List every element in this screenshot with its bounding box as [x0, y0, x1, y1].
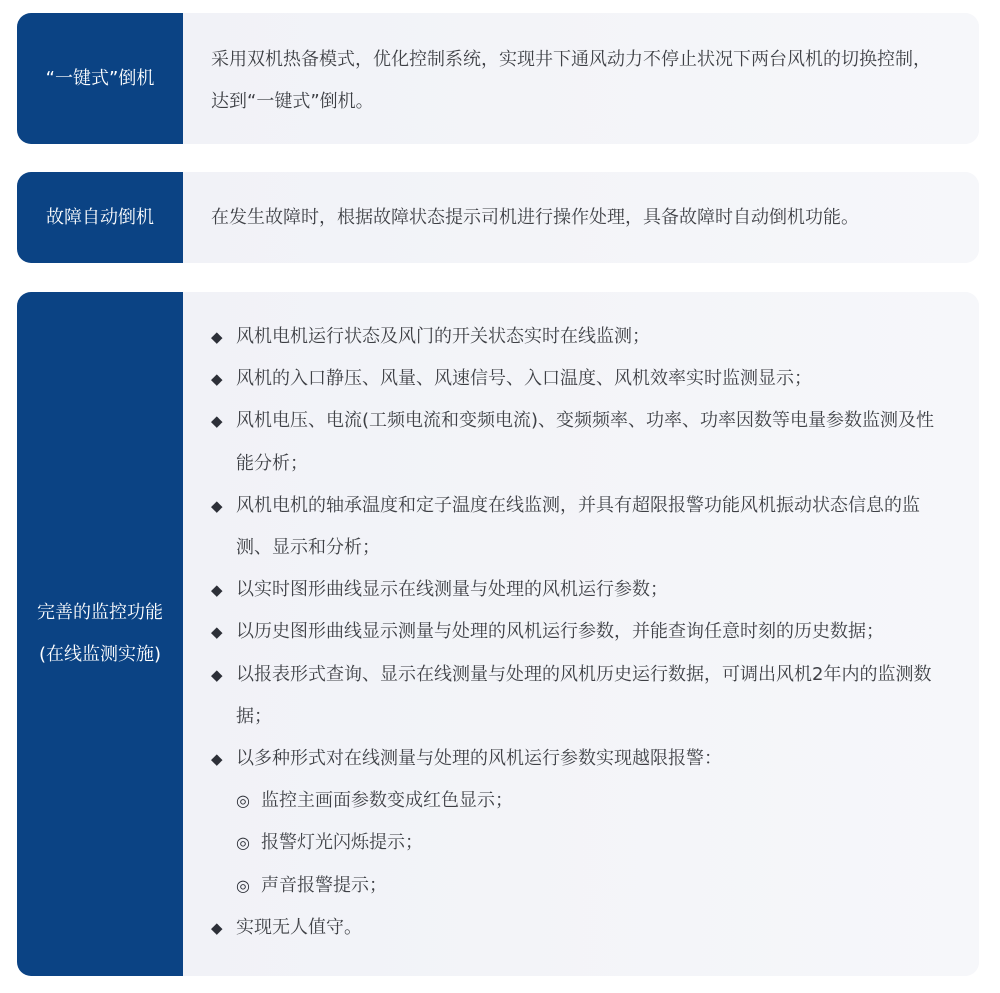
- list-item: [211, 569, 979, 611]
- feature-description-text: 在发生故障时，根据故障状态提示司机进行操作处理，具备故障时自动倒机功能。: [211, 206, 859, 228]
- feature-card-one-key-switch: [17, 13, 979, 144]
- list-item: [211, 316, 979, 358]
- list-item-text: 风机电机运行状态及风门的开关状态实时在线监测；: [236, 326, 650, 347]
- sub-list-item: [211, 822, 979, 864]
- list-item-text: 以报表形式查询、显示在线测量与处理的风机历史运行数据，可调出风机2年内的监测数据；: [236, 663, 932, 727]
- feature-label-line2: (在线监测实施): [38, 644, 162, 665]
- feature-list: [183, 292, 979, 976]
- circle-bullet-icon: ◎: [236, 833, 250, 853]
- list-item: [211, 654, 979, 738]
- feature-description-text: 采用双机热备模式，优化控制系统，实现井下通风动力不停止状况下两台风机的切换控制，达到“一键式”倒机。: [211, 49, 931, 112]
- circle-bullet-icon: ◎: [236, 791, 250, 811]
- diamond-bullet-icon: ◆: [211, 328, 223, 346]
- sub-list-item: [211, 865, 979, 907]
- feature-label: [17, 292, 183, 976]
- diamond-bullet-icon: ◆: [211, 496, 223, 515]
- feature-label: [17, 172, 183, 263]
- list-item-text: 实现无人值守。: [236, 916, 362, 938]
- list-item-text: 风机电压、电流(工频电流和变频电流)、变频频率、功率、功率因数等电量参数监测及性能分析；: [236, 410, 935, 474]
- diamond-bullet-icon: ◆: [211, 581, 223, 600]
- circle-bullet-icon: ◎: [236, 875, 250, 895]
- feature-label: [17, 13, 183, 144]
- list-item: [211, 485, 979, 569]
- list-item-text: 风机电机的轴承温度和定子温度在线监测，并具有超限报警功能风机振动状态信息的监测、显示和分析；: [236, 494, 920, 559]
- diamond-bullet-icon: ◆: [211, 623, 223, 642]
- sub-list-item-text: 报警灯光闪烁提示；: [261, 832, 423, 854]
- list-item: [211, 358, 979, 400]
- feature-description: [183, 172, 979, 263]
- feature-card-monitoring: [17, 292, 979, 976]
- list-item: [211, 611, 979, 653]
- diamond-bullet-icon: ◆: [211, 665, 223, 684]
- diamond-bullet-icon: ◆: [211, 412, 223, 431]
- sub-list-item-text: 监控主画面参数变成红色显示；: [261, 790, 513, 812]
- list-item: [211, 400, 979, 484]
- feature-card-fault-switch: [17, 172, 979, 263]
- list-item-text: 以实时图形曲线显示在线测量与处理的风机运行参数；: [236, 579, 668, 601]
- list-item-text: 以历史图形曲线显示测量与处理的风机运行参数，并能查询任意时刻的历史数据；: [236, 621, 884, 643]
- diamond-bullet-icon: ◆: [211, 750, 223, 769]
- list-item: [211, 738, 979, 780]
- list-item: [211, 907, 979, 949]
- feature-label-text: 故障自动倒机: [46, 206, 154, 228]
- diamond-bullet-icon: ◆: [211, 370, 223, 389]
- diamond-bullet-icon: ◆: [211, 918, 223, 937]
- list-item-text: 以多种形式对在线测量与处理的风机运行参数实现越限报警：: [236, 748, 722, 770]
- list-item-text: 风机的入口静压、风量、风速信号、入口温度、风机效率实时监测显示；: [236, 368, 812, 390]
- sub-list-item-text: 声音报警提示；: [261, 874, 387, 896]
- feature-description: [183, 13, 979, 144]
- feature-label-text: “一键式”倒机: [45, 67, 155, 89]
- sub-list-item: [211, 780, 979, 822]
- feature-label-line1: 完善的监控功能: [37, 602, 163, 623]
